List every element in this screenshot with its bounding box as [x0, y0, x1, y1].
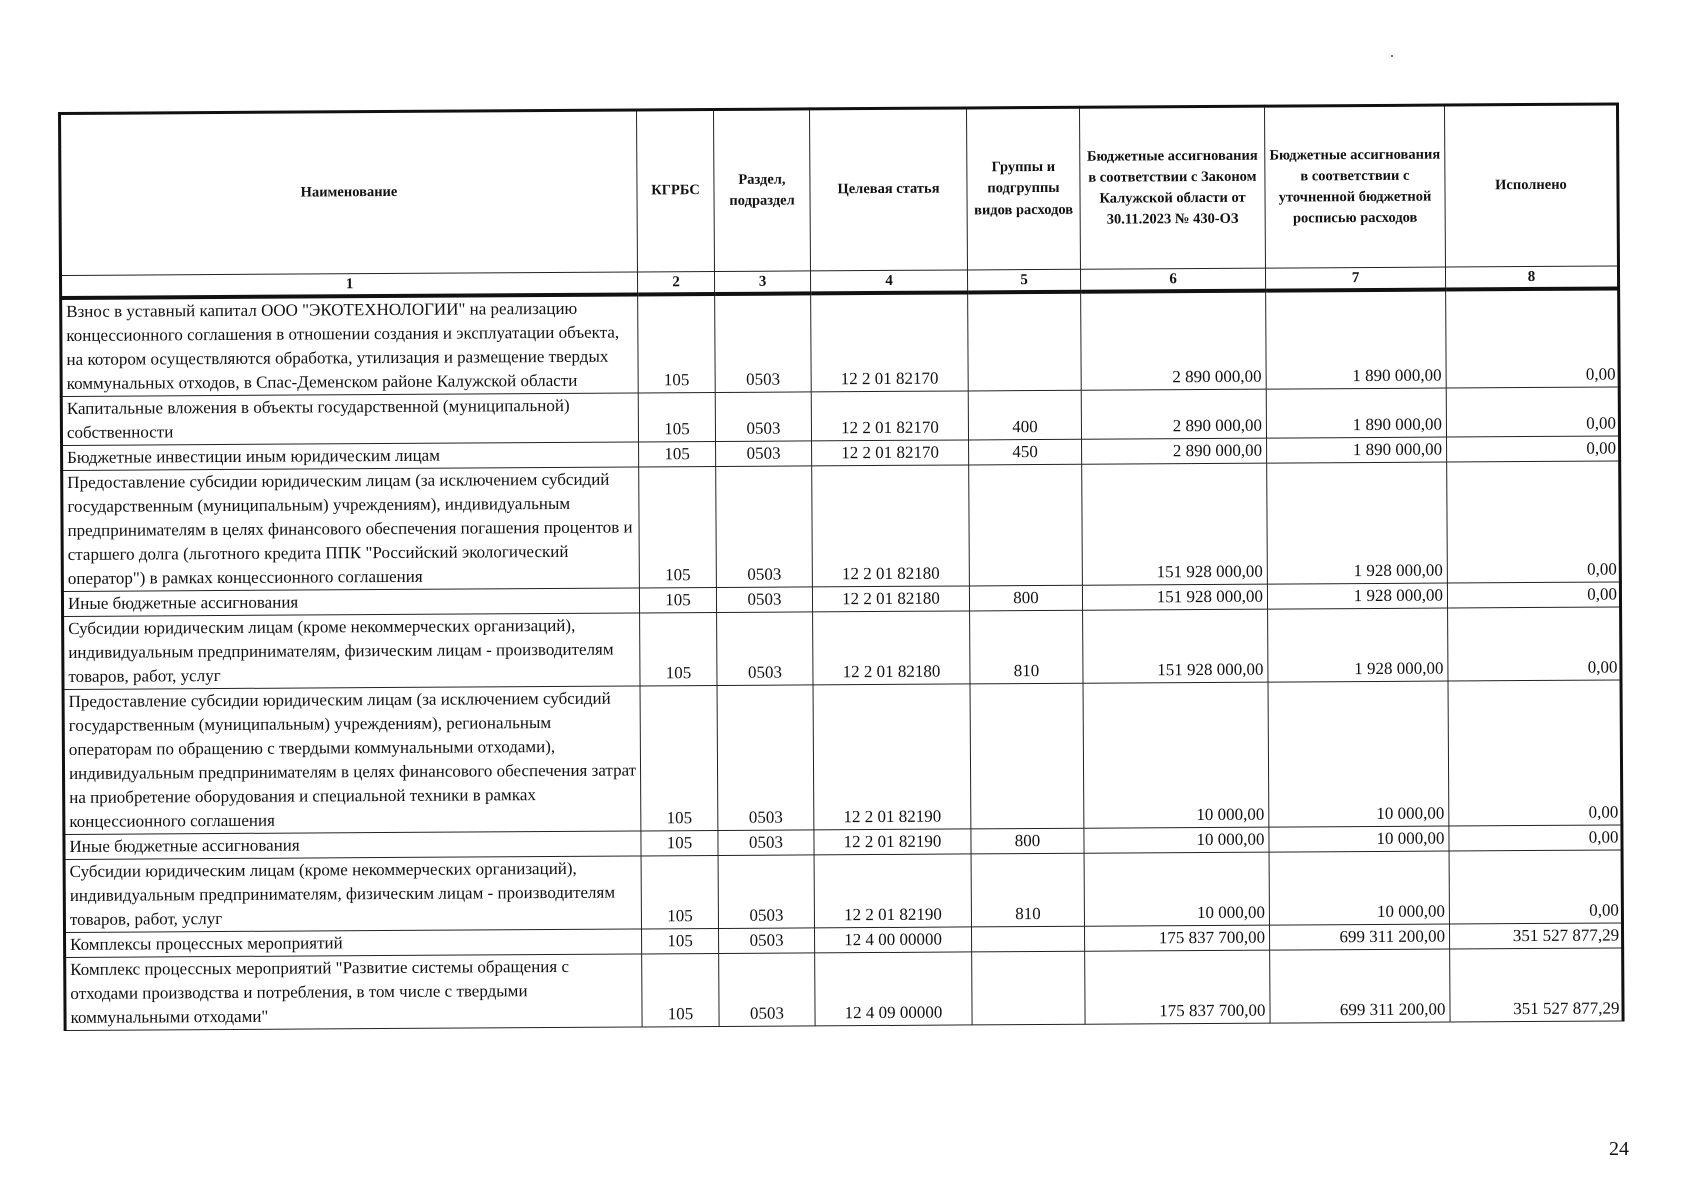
row-refined-amount: 1 890 000,00: [1266, 290, 1447, 390]
row-group: [968, 292, 1082, 391]
row-kgrbs: 105: [642, 928, 719, 953]
row-section: 0503: [719, 953, 815, 1027]
row-group: 810: [971, 853, 1084, 927]
row-law-amount: 2 890 000,00: [1082, 438, 1267, 464]
row-kgrbs: 105: [638, 294, 716, 393]
table-body: [61, 288, 1623, 1030]
row-executed-amount: 0,00: [1448, 607, 1621, 681]
row-law-amount: 10 000,00: [1084, 852, 1269, 926]
row-section: 0503: [717, 612, 813, 686]
row-group: [969, 464, 1083, 586]
row-law-amount: 10 000,00: [1084, 827, 1269, 853]
column-number: 5: [967, 269, 1080, 292]
row-name: Бюджетные инвестиции иным юридическим лицам: [62, 442, 639, 471]
row-target: 12 2 01 82190: [814, 829, 971, 855]
row-refined-amount: 1 928 000,00: [1267, 462, 1448, 584]
row-law-amount: 151 928 000,00: [1082, 584, 1267, 610]
row-executed-amount: 0,00: [1449, 850, 1622, 924]
row-refined-amount: 1 928 000,00: [1268, 608, 1448, 682]
row-executed-amount: 0,00: [1448, 680, 1622, 826]
row-section: 0503: [718, 928, 814, 954]
row-name: Субсидии юридическим лицам (кроме некоммерческих организаций), индивидуальным предпринимателям, физическим лицам - производителям товаров, работ, услуг: [64, 856, 641, 933]
row-group: [970, 683, 1084, 829]
row-name: Предоставление субсидии юридическим лицам (за исключением субсидий государственным (муниципальным) учреждениям), региональным операторам по обращению с твердыми коммунальными отходами), индивидуальным предпринимателям в целях финансового обеспечения затрат на приобретение оборудования и специальной техники в рамках концессионного соглашения: [63, 686, 641, 835]
column-number: 6: [1080, 268, 1265, 292]
table-row: [64, 850, 1622, 933]
row-name: Иные бюджетные ассигнования: [64, 831, 641, 860]
row-refined-amount: 699 311 200,00: [1269, 924, 1449, 950]
header-section: Раздел, подраздел: [713, 109, 810, 272]
row-name: Взнос в уставный капитал ООО "ЭКОТЕХНОЛОГИИ" на реализацию концессионного соглашения в отношении создания и эксплуатации объекта, на котором осуществляются обработка, утилизация и размещение твердых коммунальных отходов, в Спас-Деменском районе Калужской области: [61, 294, 639, 396]
row-section: 0503: [718, 855, 814, 929]
row-target: 12 4 00 00000: [814, 927, 971, 953]
row-name: Предоставление субсидии юридическим лицам (за исключением субсидий государственным (муниципальным) учреждениям), индивидуальным предпринимателям в целях финансового обеспечения погашения процентов и старшего долга (льготного кредита ППК "Российский экологический оператор") в рамках концессионного соглашения: [62, 467, 640, 592]
row-group: 810: [970, 610, 1083, 684]
row-name: Комплекс процессных мероприятий "Развитие системы обращения с отходами производства и потребления, в том числе с твердыми коммунальными отходами": [65, 954, 642, 1031]
row-kgrbs: 105: [639, 587, 716, 612]
row-law-amount: 2 890 000,00: [1081, 389, 1266, 439]
row-law-amount: 2 890 000,00: [1081, 291, 1267, 391]
row-target: 12 2 01 82170: [811, 391, 968, 441]
row-kgrbs: 105: [640, 685, 718, 830]
scan-speck: [1391, 55, 1393, 57]
row-law-amount: 151 928 000,00: [1082, 463, 1268, 585]
row-kgrbs: 105: [638, 392, 715, 441]
header-kgrbs: КГРБС: [636, 109, 714, 271]
row-name: Иные бюджетные ассигнования: [62, 588, 639, 617]
row-refined-amount: 10 000,00: [1268, 681, 1449, 827]
row-target: 12 2 01 82180: [812, 465, 970, 587]
row-executed-amount: 351 527 877,29: [1450, 948, 1623, 1022]
table-row: [63, 680, 1622, 835]
budget-sheet: [58, 102, 1622, 1031]
row-section: 0503: [716, 587, 812, 613]
row-kgrbs: 105: [639, 441, 716, 466]
row-law-amount: 175 837 700,00: [1085, 950, 1270, 1024]
header-row: [60, 104, 1619, 276]
row-section: 0503: [715, 293, 812, 392]
row-section: 0503: [717, 685, 814, 831]
header-name: Наименование: [60, 110, 638, 276]
row-kgrbs: 105: [640, 612, 717, 685]
row-refined-amount: 1 928 000,00: [1267, 583, 1447, 609]
row-executed-amount: 351 527 877,29: [1449, 923, 1622, 949]
header-law-assignments: Бюджетные ассигнования в соответствии с Законом Калужской области от 30.11.2023 № 430-ОЗ: [1079, 106, 1265, 269]
row-target: 12 2 01 82190: [813, 684, 971, 830]
budget-table: [58, 102, 1625, 1031]
column-number: 7: [1265, 267, 1445, 291]
row-refined-amount: 699 311 200,00: [1270, 949, 1450, 1023]
row-group: [972, 951, 1085, 1025]
row-section: 0503: [715, 392, 811, 442]
row-name: Комплексы процессных мероприятий: [65, 929, 642, 958]
row-executed-amount: 0,00: [1447, 461, 1621, 583]
row-target: 12 2 01 82180: [812, 586, 969, 612]
row-target: 12 2 01 82190: [814, 854, 971, 928]
page-number: 24: [1609, 1138, 1629, 1160]
row-executed-amount: 0,00: [1449, 825, 1622, 851]
row-section: 0503: [716, 441, 812, 467]
row-section: 0503: [716, 466, 813, 588]
header-target: Целевая статья: [809, 108, 967, 271]
column-number: 8: [1445, 266, 1618, 290]
row-group: 400: [968, 390, 1081, 440]
header-groups: Группы и подгруппы видов расходов: [966, 107, 1080, 270]
table-row: [61, 387, 1619, 446]
row-group: 800: [969, 585, 1082, 611]
row-kgrbs: 105: [639, 466, 717, 587]
row-refined-amount: 10 000,00: [1269, 851, 1449, 925]
row-kgrbs: 105: [641, 830, 718, 855]
column-number: 2: [637, 271, 714, 294]
row-target: 12 2 01 82170: [811, 292, 969, 391]
column-number: 1: [60, 272, 637, 298]
row-name: Субсидии юридическим лицам (кроме некоммерческих организаций), индивидуальным предпринимателям, физическим лицам - производителям товаров, работ, услуг: [63, 613, 640, 690]
table-row: [63, 607, 1621, 690]
row-group: 800: [971, 828, 1084, 854]
row-group: 450: [969, 439, 1082, 465]
row-refined-amount: 10 000,00: [1269, 826, 1449, 852]
row-group: [971, 926, 1084, 952]
row-executed-amount: 0,00: [1447, 436, 1620, 462]
table-row: [65, 948, 1623, 1031]
header-executed: Исполнено: [1444, 104, 1618, 267]
row-refined-amount: 1 890 000,00: [1266, 388, 1446, 438]
row-law-amount: 151 928 000,00: [1083, 609, 1268, 683]
column-number: 3: [714, 271, 810, 294]
row-executed-amount: 0,00: [1446, 387, 1619, 437]
row-law-amount: 175 837 700,00: [1084, 925, 1269, 951]
row-name: Капитальные вложения в объекты государственной (муниципальной) собственности: [61, 393, 638, 446]
row-executed-amount: 0,00: [1446, 288, 1620, 388]
row-target: 12 2 01 82170: [812, 440, 969, 466]
row-kgrbs: 105: [642, 953, 719, 1026]
row-refined-amount: 1 890 000,00: [1267, 437, 1447, 463]
row-kgrbs: 105: [641, 855, 718, 928]
row-target: 12 4 09 00000: [815, 952, 972, 1026]
row-executed-amount: 0,00: [1447, 582, 1620, 608]
row-law-amount: 10 000,00: [1083, 682, 1269, 828]
row-target: 12 2 01 82180: [813, 611, 970, 685]
header-refined-assignments: Бюджетные ассигнования в соответствии с уточненной бюджетной росписью расходов: [1264, 105, 1445, 268]
column-number: 4: [810, 270, 967, 293]
table-row: [62, 461, 1621, 592]
table-row: [61, 288, 1620, 396]
row-section: 0503: [718, 830, 814, 856]
